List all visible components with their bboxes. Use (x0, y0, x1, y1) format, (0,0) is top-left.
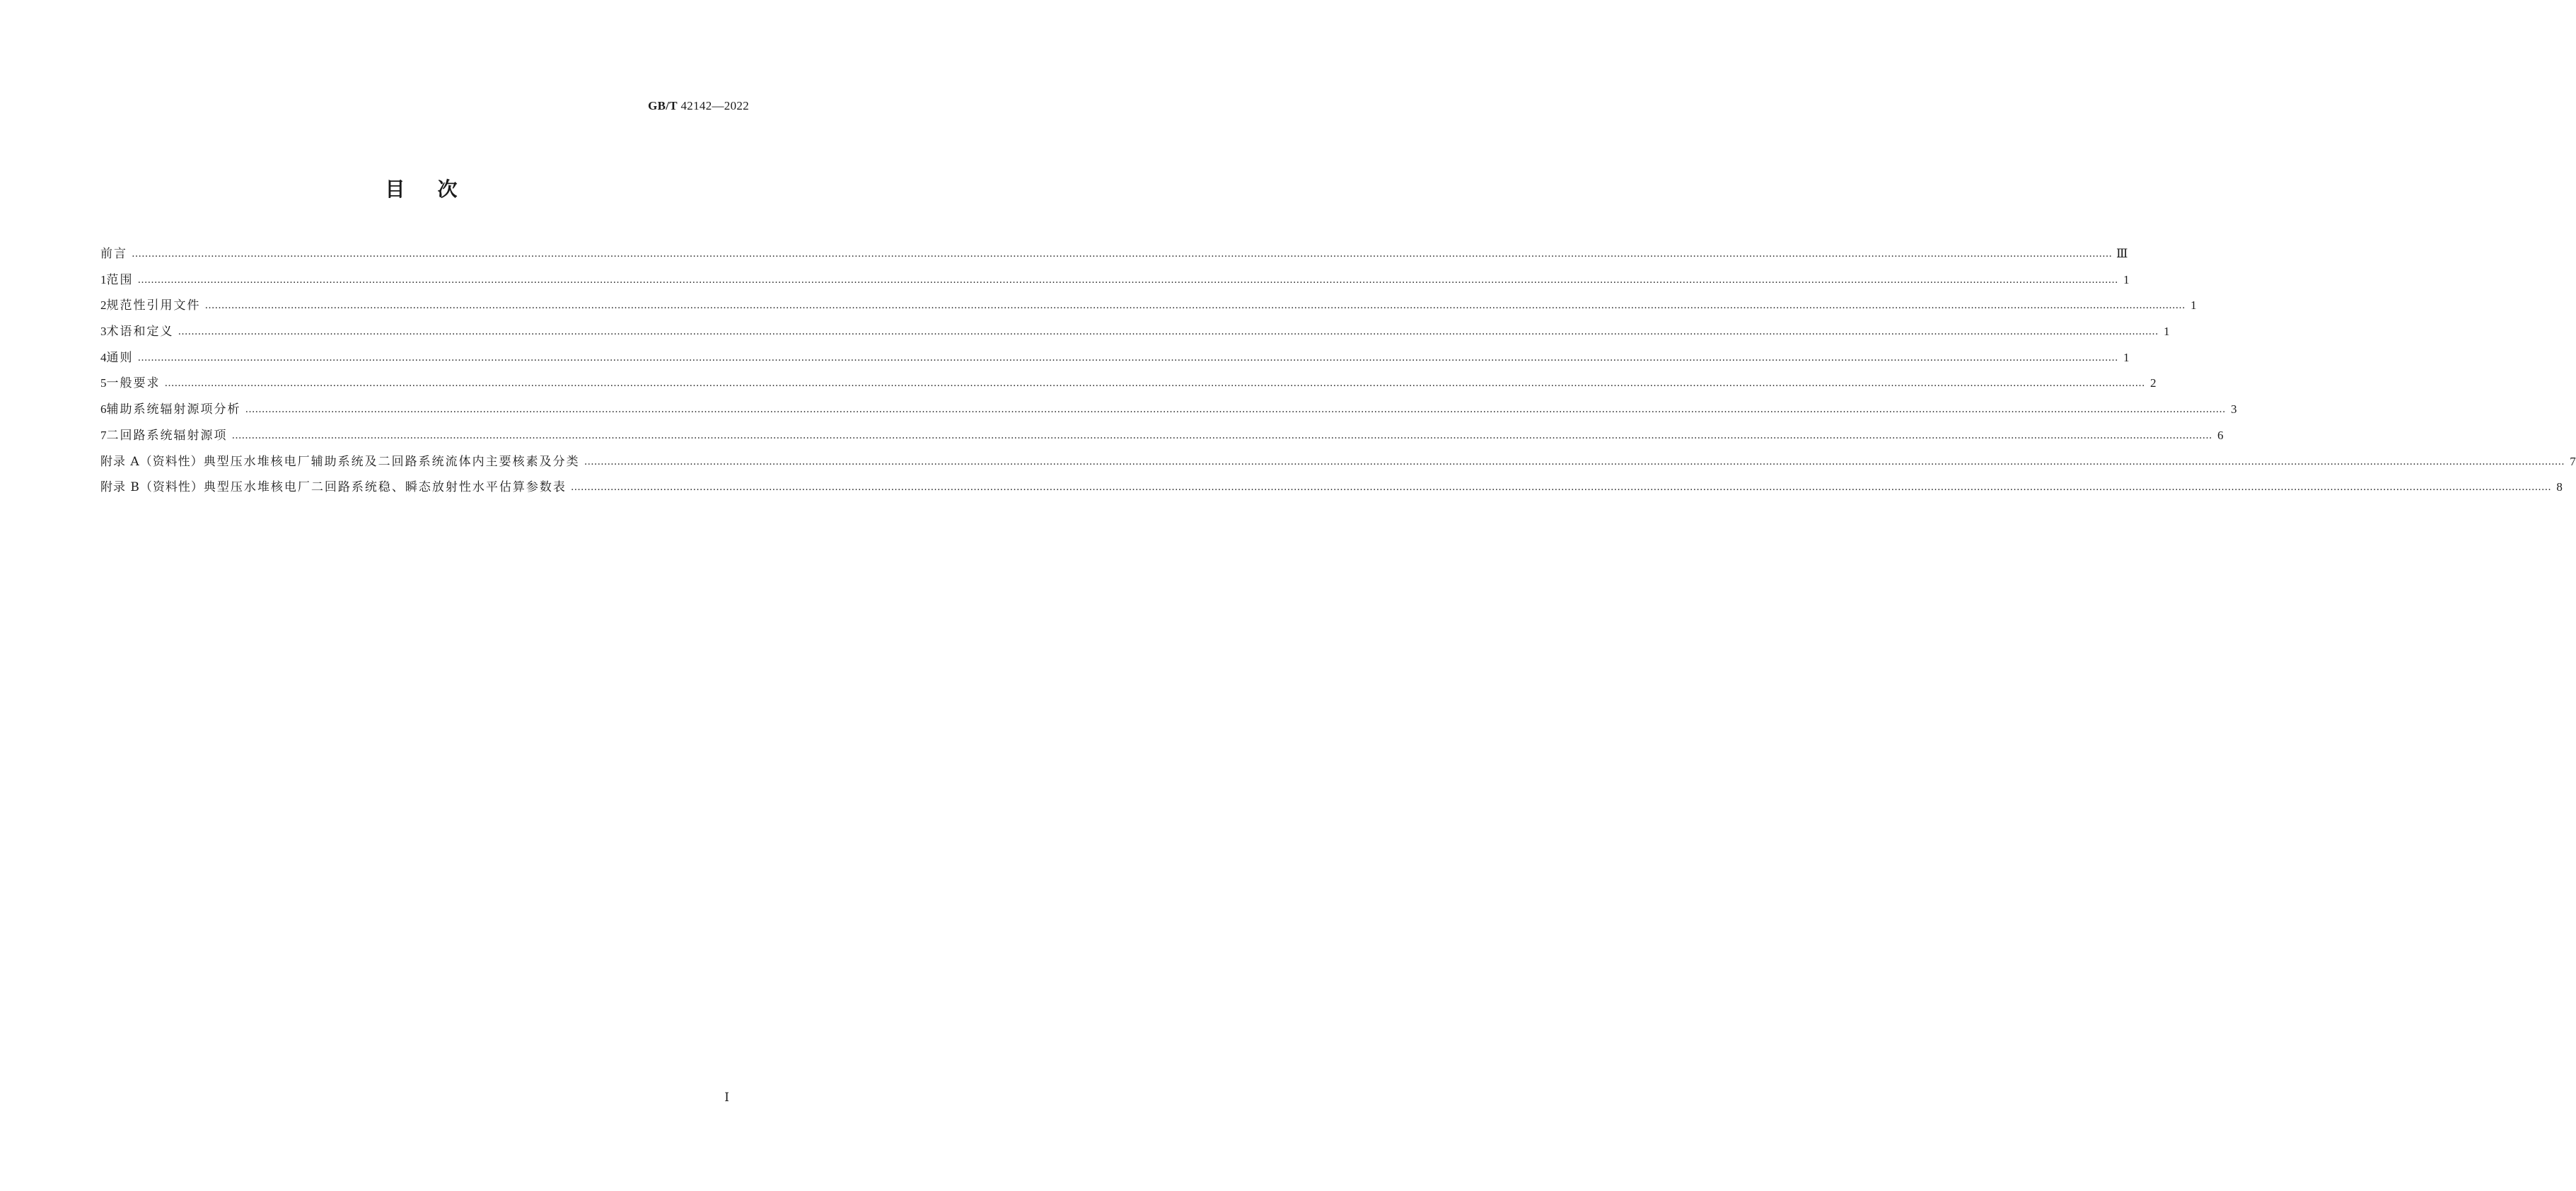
toc-leader-dots: …………………………………………………………………………………………………………………………………………………………………………………………………………………………………………………………………………………………………………………………………………………………………………………………………………………………………………………………………………………………………………………………………………………… (231, 429, 2212, 441)
toc-annex-label: 附录 B（资料性） (100, 480, 204, 495)
table-of-contents (100, 243, 2576, 503)
toc-entry-number: 4 (100, 350, 107, 364)
toc-entry-page: 1 (2123, 272, 2130, 286)
toc-entry-3[interactable] (100, 321, 2170, 347)
toc-entry-title: 通则 (106, 350, 134, 365)
toc-leader-dots: …………………………………………………………………………………………………………………………………………………………………………………………………………………………………………………………………………………………………………………………………………………………………………………………………………………………………………………………………………………………………………………………………………………… (137, 352, 2118, 364)
toc-entry-number: 6 (100, 402, 107, 417)
toc-entry-title: 二回路系统辐射源项 (106, 428, 228, 443)
page-title: 目次 (385, 178, 490, 201)
toc-entry-page: 3 (2231, 402, 2237, 417)
toc-leader-dots: …………………………………………………………………………………………………………………………………………………………………………………………………………………………………………………………………………………………………………………………………………………………………………………………………………………………………………………………………………………………………………………………………………………… (584, 455, 2565, 467)
toc-entry-number: 2 (100, 298, 107, 313)
toc-entry-page: 8 (2556, 480, 2563, 494)
toc-entry-4[interactable] (100, 347, 2130, 373)
toc-leader-dots: …………………………………………………………………………………………………………………………………………………………………………………………………………………………………………………………………………………………………………………………………………………………………………………………………………………………………………………………………………………………………………………………………………………… (204, 300, 2186, 312)
toc-entry-page: 6 (2217, 428, 2224, 442)
toc-leader-dots: …………………………………………………………………………………………………………………………………………………………………………………………………………………………………………………………………………………………………………………………………………………………………………………………………………………………………………………………………………………………………………………………………………………… (245, 404, 2226, 416)
toc-leader-dots: …………………………………………………………………………………………………………………………………………………………………………………………………………………………………………………………………………………………………………………………………………………………………………………………………………………………………………………………………………………………………………………………………………………… (164, 378, 2145, 390)
toc-entry-page: 7 (2570, 454, 2576, 468)
toc-entry-2[interactable] (100, 295, 2197, 321)
toc-entry-page: 1 (2164, 325, 2170, 339)
toc-entry-annex-a[interactable] (100, 451, 2576, 477)
standard-code: GB/T (648, 99, 678, 112)
toc-leader-dots: …………………………………………………………………………………………………………………………………………………………………………………………………………………………………………………………………………………………………………………………………………………………………………………………………………………………………………………………………………………………………………………………………………………… (137, 274, 2118, 286)
toc-entry-5[interactable] (100, 373, 2157, 399)
toc-entry-page: 1 (2191, 298, 2197, 313)
toc-entry-title: 典型压水堆核电厂辅助系统及二回路系统流体内主要核素及分类 (203, 454, 580, 469)
toc-entry-title: 规范性引用文件 (106, 298, 201, 313)
toc-entry-title: 前言 (100, 247, 127, 261)
toc-entry-page: Ⅲ (2116, 247, 2128, 260)
toc-entry-title: 术语和定义 (106, 325, 174, 339)
toc-leader-dots: …………………………………………………………………………………………………………………………………………………………………………………………………………………………………………………………………………………………………………………………………………………………………………………………………………………………………………………………………………………………………………………………………………………… (570, 482, 2551, 494)
toc-entry-page: 1 (2123, 350, 2130, 364)
toc-entry-title: 一般要求 (106, 376, 161, 391)
toc-leader-dots: …………………………………………………………………………………………………………………………………………………………………………………………………………………………………………………………………………………………………………………………………………………………………………………………………………………………………………………………………………………………………………………………………………………… (178, 326, 2159, 338)
toc-entry-1[interactable] (100, 269, 2130, 296)
standard-number-value: 42142—2022 (680, 99, 749, 112)
toc-entry-number: 7 (100, 428, 107, 442)
toc-entry-foreword[interactable] (100, 243, 2128, 269)
toc-entry-annex-b[interactable] (100, 477, 2563, 503)
toc-entry-title: 典型压水堆核电厂二回路系统稳、瞬态放射性水平估算参数表 (203, 480, 567, 495)
toc-entry-number: 5 (100, 376, 107, 390)
standard-number (648, 99, 749, 113)
toc-entry-page: 2 (2150, 376, 2157, 390)
toc-annex-label: 附录 A（资料性） (100, 454, 204, 469)
toc-entry-title: 辅助系统辐射源项分析 (106, 402, 241, 417)
toc-entry-number: 1 (100, 272, 107, 286)
toc-leader-dots: …………………………………………………………………………………………………………………………………………………………………………………………………………………………………………………………………………………………………………………………………………………………………………………………………………………………………………………………………………………………………………………………………………………… (132, 248, 2112, 260)
toc-entry-6[interactable] (100, 399, 2237, 425)
toc-entry-number: 3 (100, 325, 107, 339)
toc-entry-7[interactable] (100, 425, 2224, 451)
toc-entry-title: 范围 (106, 272, 134, 287)
page-number: Ⅰ (724, 1091, 729, 1104)
